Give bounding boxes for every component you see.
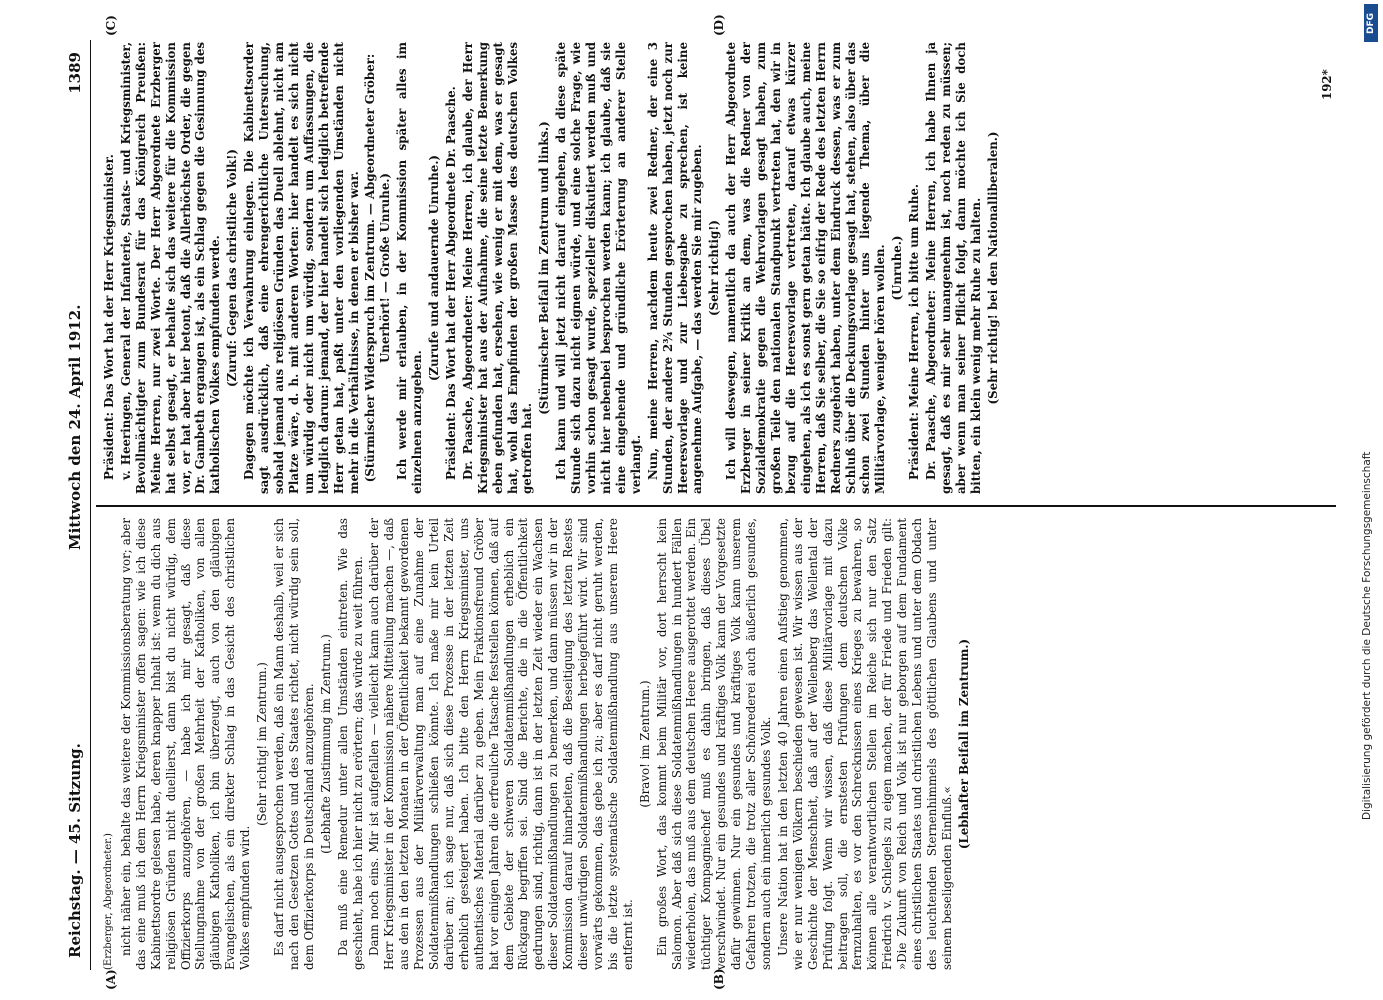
interjection: (Bravo! im Zentrum.) (637, 680, 652, 808)
interjection: (Unruhe.) (890, 235, 905, 301)
paragraph: Ein großes Wort, das kommt beim Militär vor, dort herrscht kein Salomon. Aber daß sich diese Soldatenmißhandlungen in hundert Fällen wiederholen, das muß aus dem deutschen Heere ausgerottet werden. Ein tüchtiger Kompagniechef muß es dahin bringen, daß dieses Übel verschwindet. Nur ein gesundes und kräftiges Volk kann der Vorgesetzte dafür gewinnen. Nur ein gesundes und kräftiges Volk kann unserem Gefahren trotzen, die trotz aller Schönrederei auch äußerlich gesundes, sondern auch ein innerlich gesundes Volk. (654, 518, 773, 970)
signature-mark: 192* (1320, 69, 1334, 100)
page-header (62, 40, 91, 970)
paragraph: Es darf nicht ausgesprochen werden, daß ein Mann deshalb, weil er sich nach den Gesetzen Gottes und des Staates richtet, nicht würdig sein soll, dem Offizierkorps in Deutschland anzugehören. (271, 518, 316, 970)
digitization-note: Digitalisierung gefördert durch die Deutsche Forschungsgemeinschaft (1361, 451, 1373, 820)
interjection: (Lebhafter Beifall im Zentrum.) (956, 638, 971, 850)
interjection: (Stürmischer Beifall im Zentrum und links.) (537, 121, 552, 415)
paragraph: nicht näher ein, behalte das weitere der Kommissionsberatung vor; aber das eine muß ich dem Herrn Kriegsminister offen sagen: wie ich diese Kabinettsordre gelesen habe, deren knapper Inhalt ist: wenn du dich aus religiösen Gründen nicht duellierst, dann bist du nicht würdig, dem Offizierkorps anzugehören, — habe ich mir gesagt, daß diese Stellungnahme von der großen Mehrheit der Katholiken, von allen gläubigen Katholiken, ich bin überzeugt, auch von den gläubigen Evangelischen, als ein direkter Schlag in das Gesicht des christlichen Volkes empfunden wird. (118, 518, 253, 970)
paragraph: Dr. Paasche, Abgeordneter: Meine Herren, ich habe Ihnen ja gesagt, daß es mir sehr unangenehm ist, noch reden zu müssen; aber wenn man seiner Pflicht folgt, dann möchte ich Sie doch bitten, ein klein wenig mehr Ruhe zu halten. (924, 42, 983, 494)
paragraph: v. Heeringen, General der Infanterie, Staats- und Kriegsminister, Bevollmächtigter zum Bundesrat für das Königreich Preußen: Meine Herren, nur zwei Worte. Der Herr Abgeordnete Erzberger hat selbst gesagt, er behalte sich das weitere für die Kommission vor, er hat aber hier betont, daß die Allerhöchste Order, die gegen Dr. Gambeth ergangen ist, als ein Schlag gegen die Gesinnung des katholischen Volkes empfunden werde. (118, 42, 223, 494)
paragraph: Ich will deswegen, namentlich da auch der Herr Abgeordnete Erzberger in seiner Kritik an dem, was die Redner von der Sozialdemokratie gegen die Wehrvorlagen gesagt haben, zum großen Teile den nationalen Standpunkt vertreten hat, den wir in bezug auf die Heeresvorlage vertreten, darauf etwas kürzer eingehen, als ich es sonst gern getan hätte. Ich glaube auch, meine Herren, daß Sie selber, die Sie so eifrig der Rede des letzten Herrn Redners zugehört haben, unter dem Eindruck dessen, was er zum Schluß über die Deckungsvorlage gesagt hat, stehen, also über das schon zwei Stunden hinter uns liegende Thema, über die Militärvorlage, weniger hören wollen. (724, 42, 888, 494)
interjection: (Zurufe und andauernde Unruhe.) (427, 154, 442, 382)
paragraph: Nun, meine Herren, nachdem heute zwei Redner, der eine 3 Stunden, der andere 2¾ Stunden gesprochen haben, jetzt noch zur Heeresvorlage und zur Liebesgabe zu sprechen, ist keine angenehme Aufgabe, — das werden Sie mir zugeben. (645, 42, 705, 494)
column-divider (96, 506, 1336, 508)
paragraph: Dagegen möchte ich Verwahrung einlegen. Die Kabinettsorder sagt ausdrücklich, daß eine ehrengerichtliche Untersuchung, sobald jemand aus religiösen Gründen das Duell ablehnt, nicht am Platze wäre, d. h. mit anderen Worten: hier handelt es sich nicht um würdig oder nicht um würdig, sondern um Auffassungen, die lediglich darum: jemand, der hier handelt sich lediglich betreffende Herr getan hat, paßt unter den vorliegenden Umständen nicht mehr in die Verhältnisse, in denen er bisher war. (242, 42, 361, 494)
margin-marker-a: (A) (104, 969, 118, 990)
speaker-continuation: (Erzberger, Abgeordneter.) (103, 833, 114, 970)
paragraph: Ich kann und will jetzt nicht darauf eingehen, da diese späte Stunde sich dazu nicht eignen würde, und eine solche Frage, wie vorhin schon gesagt wurde, spezieller diskutiert werden muß und nicht hier nebenbei besprochen werden kann; ich glaube, daß sie eine eingehende und gründliche Erörterung an anderer Stelle verlangt. (554, 42, 643, 494)
margin-marker-b: (B) (712, 968, 726, 990)
dfg-logo: DFG (1364, 4, 1378, 42)
paragraph: Dann noch eins. Mir ist aufgefallen — vielleicht kann auch darüber der Herr Kriegsminister in der Kommission nähere Mitteilung machen —, daß aus den in den letzten Monaten in der Öffentlichkeit bekannt gewordenen Prozessen aus der Militärverwaltung man auf eine Zunahme der Soldatenmißhandlungen schließen könnte. Ich maße mir kein Urteil darüber an; ich sage nur, daß sich diese Prozesse in der letzten Zeit erheblich gesteigert haben. Ich bitte den Herrn Kriegsminister, uns authentisches Material darüber zu geben. Mein Fraktionsfreund Gröber hat vor einigen Jahren die erfreuliche Tatsache feststellen können, daß auf dem Gebiete der schweren Soldatenmißhandlungen erheblich ein Rückgang begriffen sei. Sind die Berichte, die in die Öffentlichkeit gedrungen sind, richtig, dann ist in der letzten Zeit wieder ein Wachsen dieser Soldatenmißhandlungen zu bemerken, und dann müssen wir in der Kommission darauf hinarbeiten, daß die Beseitigung des letzten Restes dieser unwürdigen Soldatenmißhandlungen herbeigeführt wird. Wir sind vorwärts gekommen, das gebe ich zu; aber es darf nicht geruht werden, bis die letzte systematische Soldatenmißhandlung aus unserem Heere entfernt ist. (367, 518, 635, 970)
interjection: (Sehr richtig! im Zentrum.) (255, 662, 270, 826)
document-page (62, 14, 1352, 990)
paragraph: Dr. Paasche, Abgeordneter: Meine Herren, ich glaube, der Herr Kriegsminister hat aus der Aufnahme, die seine letzte Bemerkung eben gefunden hat, ersehen, wie wenig er mit dem, was er gesagt hat, wohl das Empfinden der großen Masse des deutschen Volkes getroffen hat. (460, 42, 535, 494)
interjection: (Lebhafte Zustimmung im Zentrum.) (318, 634, 333, 854)
interjection: (Zuruf: Gegen das christliche Volk!) (225, 149, 240, 387)
header-center: Mittwoch den 24. April 1912. (66, 304, 84, 550)
paragraph: Ich werde mir erlauben, in der Kommission später alles im einzelnen anzugeben. (395, 42, 425, 494)
paragraph: Da muß eine Remedur unter allen Umständen eintreten. Wie das geschieht, habe ich hier nicht zu erörtern; das würde zu weit führen. (335, 518, 365, 970)
interjection: (Sehr richtig! bei den Nationalliberalen.) (985, 131, 1000, 405)
column-left (102, 518, 1332, 970)
speaker-line: Präsident: Das Wort hat der Herr Abgeordnete Dr. Paasche. (443, 86, 458, 480)
interjection: (Stürmischer Widerspruch im Zentrum. — Abgeordneter Gröber: Unerhört! — Große Unruhe.) (363, 53, 393, 483)
page-number: 1389 (66, 52, 84, 94)
margin-marker-d: (D) (712, 14, 726, 36)
paragraph: Unsere Nation hat in den letzten 40 Jahren einen Aufstieg genommen, wie er nur wenigen Völkern beschieden gewesen ist. Wir wissen aus der Geschichte der Menschheit, daß auf der Wellenberg das Wellental der Prüfung folgt. Wenn wir wissen, daß diese Militärvorlage mit dazu beitragen soll, die ernstesten Prüfungen dem deutschen Volke fernzuhalten, es vor den Schrecknissen eines Krieges zu bewahren, so können alle verantwortlichen Stellen im Reiche sich nur den Satz Friedrich v. Schlegels zu eigen machen, der für Friede und Frieden gilt: »Die Zukunft von Reich und Volk ist nur geborgen auf dem Fundament eines christlichen Staates und christlichen Lebens und unter dem Obdach des leuchtenden Sternenhimmels des göttlichen Glaubens und unter seinem beseligenden Einfluß.« (775, 518, 954, 970)
margin-marker-c: (C) (104, 15, 118, 36)
column-right (102, 42, 1332, 494)
speaker-line: Präsident: Das Wort hat der Herr Kriegsminister. (102, 154, 116, 480)
header-left: Reichstag. — 45. Sitzung. (66, 743, 84, 958)
interjection: (Sehr richtig!) (707, 220, 722, 316)
speaker-line: Präsident: Meine Herren, ich bitte um Ruhe. (907, 183, 922, 480)
